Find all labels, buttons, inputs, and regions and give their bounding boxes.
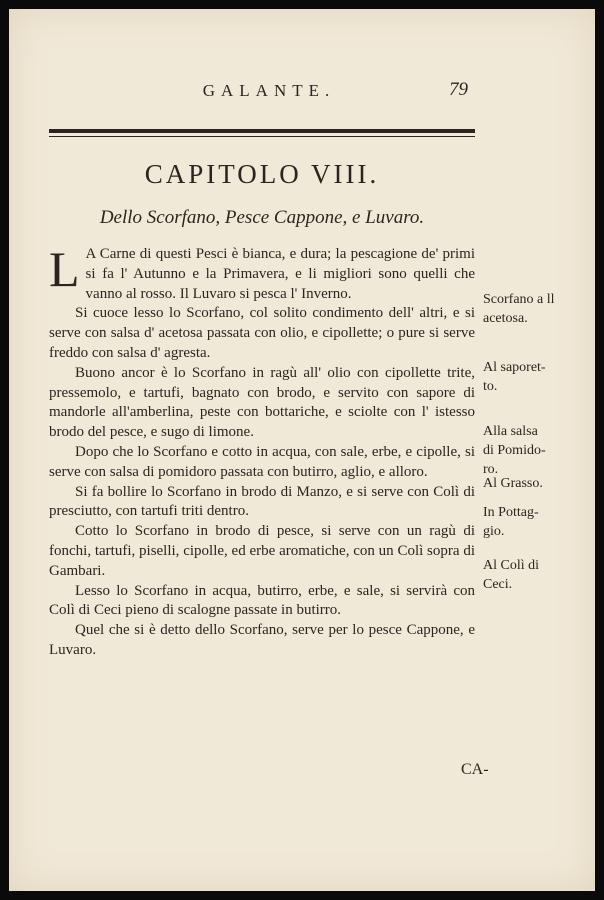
paragraph: Buono ancor è lo Scorfano in ragù all' olio con cipollette trite, pressemolo, e tartufi, bagnato con brodo, e servito con sapore di mandorle all'amberlina, peste con bottariche, e sciolte con l' istesso brodo del pesce, e sugo di limone. xyxy=(49,364,475,441)
paragraph: Cotto lo Scorfano in brodo di pesce, si serve con un ragù di fonchi, tartufi, piselli, cipolle, ed erbe aromatiche, con un Colì sopra di Gambari. xyxy=(49,523,475,579)
margin-note xyxy=(483,290,593,328)
chapter-subtitle: Dello Scorfano, Pesce Cappone, e Luvaro. xyxy=(99,207,425,228)
margin-note-line: di Pomido- xyxy=(483,443,546,458)
margin-note-line: Al Grasso. xyxy=(483,476,543,491)
paragraph: Si cuoce lesso lo Scorfano, col solito condimento dell' altri, e si serve con salsa d' acetosa passata con olio, e cipollette; o pure si serve freddo con salsa d' agresta. xyxy=(49,305,475,361)
paragraph: Lesso lo Scorfano in acqua, butirro, erbe, e sale, si servirà con Colì di Ceci pieno di scalogne passate in butirro. xyxy=(49,582,475,619)
chapter-title: CAPITOLO VIII. xyxy=(144,159,380,189)
running-title: GALANTE. xyxy=(202,81,336,100)
paragraph xyxy=(49,241,475,304)
paragraph: Dopo che lo Scorfano e cotto in acqua, con sale, erbe, e cipolle, si serve con salsa di pomidoro passata con butirro, aglio, e alloro. xyxy=(49,443,475,480)
margin-note-line: Alla salsa xyxy=(483,424,538,439)
body-text xyxy=(49,241,475,661)
margin-note xyxy=(483,474,593,493)
header-rule-thin xyxy=(49,136,475,137)
margin-note xyxy=(483,358,593,396)
margin-note-line: gio. xyxy=(483,524,505,539)
page-number: 79 xyxy=(449,79,468,100)
paragraph: Si fa bollire lo Scorfano in brodo di Manzo, e si serve con Colì di presciutto, con tartufi triti dentro. xyxy=(49,483,475,520)
margin-note-line: Scorfano a ll xyxy=(483,292,555,307)
margin-note-line: to. xyxy=(483,379,498,394)
margin-note xyxy=(483,422,593,479)
paragraph: Quel che si è detto dello Scorfano, serve per lo pesce Cappone, e Luvaro. xyxy=(49,622,475,658)
drop-cap: L xyxy=(49,241,80,297)
margin-note xyxy=(483,556,593,594)
margin-note-line: Al saporet- xyxy=(483,360,546,375)
margin-note-line: In Pottag- xyxy=(483,505,539,520)
book-page xyxy=(9,9,595,891)
margin-note-line: Ceci. xyxy=(483,577,513,592)
header-rule-thick xyxy=(49,129,475,133)
margin-note-line: acetosa. xyxy=(483,311,528,326)
margin-note xyxy=(483,503,593,541)
margin-note-line: ro. xyxy=(483,462,499,477)
margin-note-line: Al Colì di xyxy=(483,558,540,573)
paragraph-text: A Carne di questi Pesci è bianca, e dura; la pescagione de' primi si fa l' Autunno e la Primavera, e li migliori sono quelli che vanno al rosso. Il Luvaro si pesca l' Inverno. xyxy=(85,246,475,302)
catchword: CA- xyxy=(461,761,489,778)
